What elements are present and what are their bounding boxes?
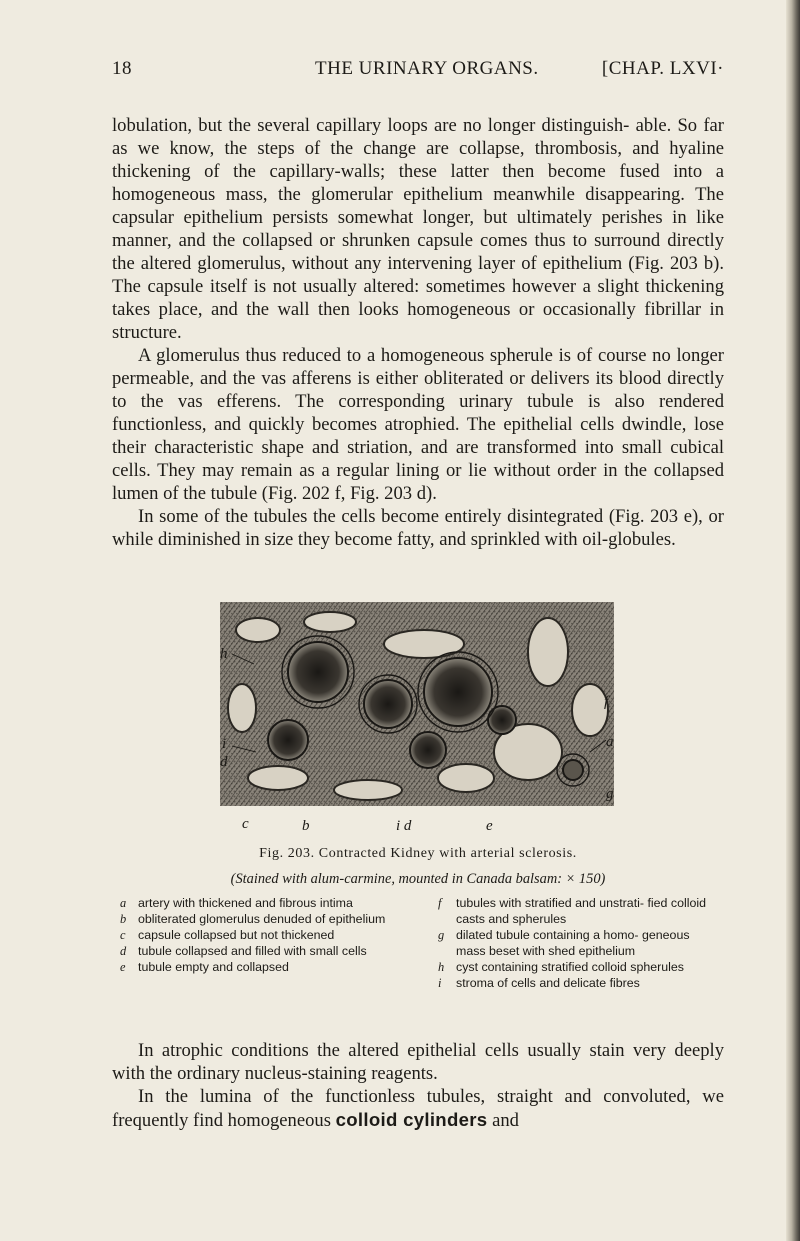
legend-key: g — [438, 928, 445, 942]
page-number: 18 — [112, 58, 132, 79]
legend-key: i — [438, 976, 442, 990]
figure-label-f: f — [604, 694, 609, 710]
figure-label-c: c — [242, 816, 249, 832]
text-run: and — [492, 1110, 519, 1131]
legend-item — [112, 911, 402, 927]
legend-key: b — [120, 912, 127, 926]
legend-item — [430, 959, 720, 975]
figure-label-id: i d — [396, 818, 412, 834]
legend-text: stroma of cells and delicate fibres — [456, 976, 640, 990]
legend-text: tubule collapsed and filled with small cells — [138, 944, 367, 958]
figure-label-g: g — [606, 786, 614, 802]
histology-figure — [218, 600, 616, 838]
paragraph: lobulation, but the several capillary loops are no longer distinguish- able. So far as we know, the steps of the change are collapse, thrombosis, and hyaline thickening of the capillary-walls; these latter then become fused into a homogeneous mass, the glomerular epithelium meanwhile disappearing. The capsular epithelium persists somewhat longer, but ultimately perishes in like manner, and the collapsed or shrunken capsule comes thus to surround directly the altered glomerulus, without any intervening layer of epithelium (Fig. 203 b). The capsule itself is not usually altered: sometimes however a slight thickening takes place, and the wall then looks homogeneous or occasionally fibrillar in structure. — [112, 115, 724, 343]
legend-key: h — [438, 960, 445, 974]
legend-key: c — [120, 928, 126, 942]
text-run: In the lumina of the functionless tubules, straight and convoluted, we frequently find homogeneous — [112, 1086, 724, 1131]
figure-caption-title: Fig. 203. Contracted Kidney with arterial sclerosis. — [259, 846, 577, 861]
figure-caption-subtitle: (Stained with alum-carmine, mounted in Canada balsam: × 150) — [230, 871, 606, 887]
legend-text: obliterated glomerulus denuded of epithelium — [138, 912, 386, 926]
legend-item — [430, 975, 720, 991]
running-header — [112, 58, 724, 84]
legend-item — [112, 943, 402, 959]
legend-text: dilated tubule containing a homo- geneous mass beset with shed epithelium — [456, 928, 690, 958]
legend-key: f — [438, 896, 442, 910]
figure-label-b: b — [302, 818, 310, 834]
figure-label-a: a — [606, 734, 614, 750]
paragraph: In some of the tubules the cells become entirely disintegrated (Fig. 203 e), or while diminished in size they become fatty, and sprinkled with oil-globules. — [112, 506, 724, 550]
legend-column-right — [430, 895, 720, 991]
legend-key: e — [120, 960, 126, 974]
legend-column-left — [112, 895, 402, 975]
legend-item — [112, 927, 402, 943]
legend-text: cyst containing stratified colloid spherules — [456, 960, 684, 974]
paragraph: A glomerulus thus reduced to a homogeneous spherule is of course no longer permeable, and the vas afferens is either obliterated or delivers its blood directly to the vas efferens. The corresponding urinary tubule is also rendered functionless, and quickly becomes atrophied. The epithelial cells dwindle, lose their characteristic shape and striation, and are transformed into small cubical cells. They may remain as a regular lining or lie without order in the collapsed lumen of the tubule (Fig. 202 f, Fig. 203 d). — [112, 345, 724, 504]
legend-text: tubule empty and collapsed — [138, 960, 289, 974]
running-title: THE URINARY ORGANS. — [315, 58, 539, 79]
legend-text: artery with thickened and fibrous intima — [138, 896, 353, 910]
legend-item — [430, 895, 720, 927]
figure-label-i: i — [222, 736, 227, 752]
figure-label-e: e — [486, 818, 493, 834]
bold-term: colloid cylinders — [335, 1109, 488, 1130]
chapter-label: [CHAP. LXVI· — [601, 58, 724, 79]
bottom-text — [112, 1039, 724, 1132]
legend-key: a — [120, 896, 127, 910]
page-edge-shadow — [786, 0, 800, 1241]
figure-label-h: h — [220, 646, 228, 662]
body-text — [112, 114, 724, 551]
paragraph: In atrophic conditions the altered epithelial cells usually stain very deeply with the ordinary nucleus-staining reagents. — [112, 1040, 724, 1084]
legend-item — [112, 895, 402, 911]
legend-text: capsule collapsed but not thickened — [138, 928, 335, 942]
legend-item — [430, 927, 720, 959]
legend-text: tubules with stratified and unstrati- fied colloid casts and spherules — [456, 896, 707, 926]
kidney-section-engraving — [218, 600, 616, 838]
figure-label-d: d — [220, 754, 228, 770]
legend-item — [112, 959, 402, 975]
paragraph — [112, 1085, 724, 1132]
legend-key: d — [120, 944, 127, 958]
